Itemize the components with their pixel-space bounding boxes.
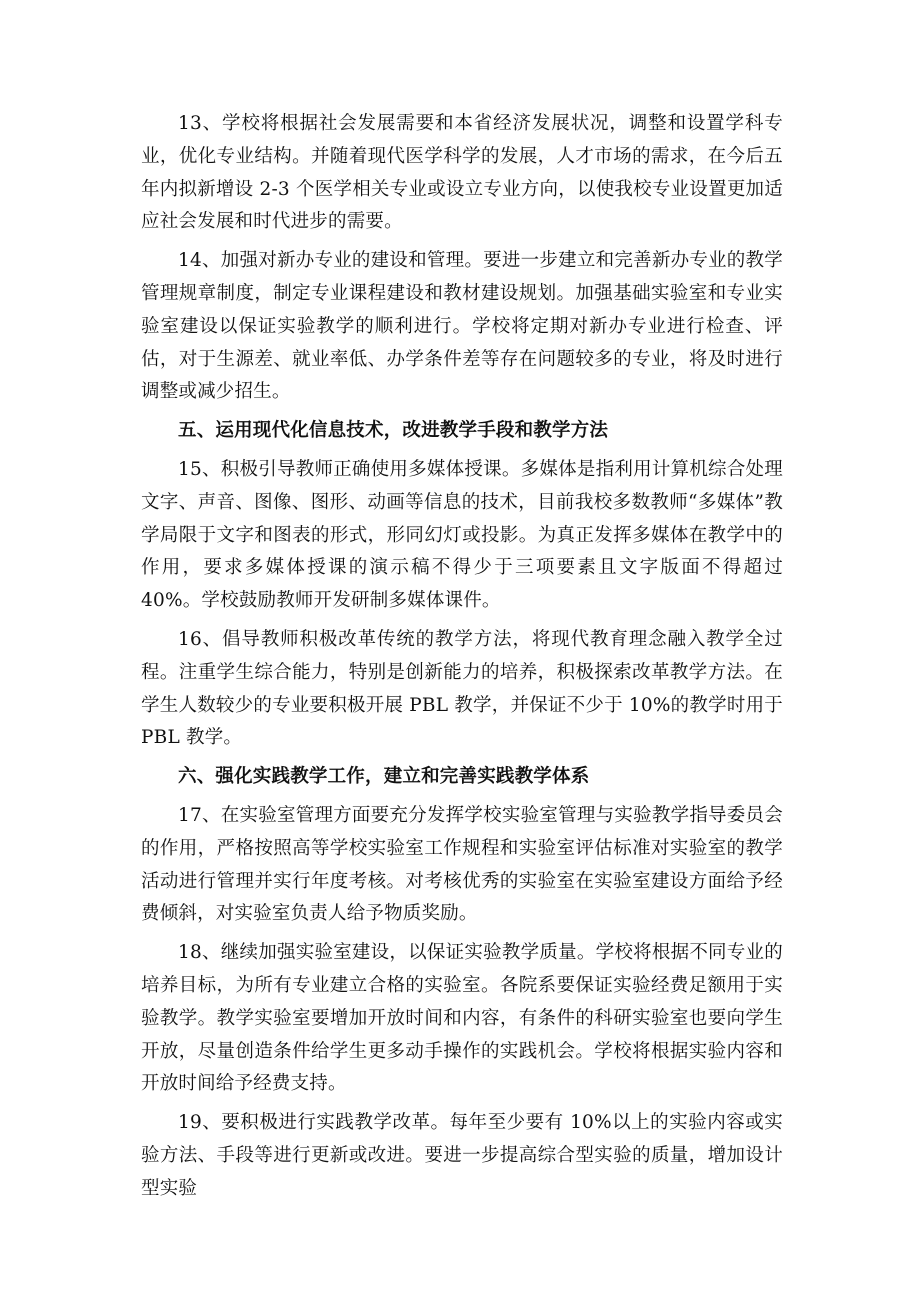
section-heading-6: 六、强化实践教学工作，建立和完善实践教学体系 xyxy=(178,766,590,788)
paragraph-19: 19、要积极进行实践教学改革。每年至少要有 10%以上的实验内容或实验方法、手段等进行更新或改进。要进一步提高综合型实验的质量，增加设计型实验 xyxy=(141,1112,783,1199)
paragraph-15: 15、积极引导教师正确使用多媒体授课。多媒体是指利用计算机综合处理文字、声音、图像、图形、动画等信息的技术，目前我校多数教师“多媒体”教学局限于文字和图表的形式，形同幻灯或投影。为真正发挥多媒体在教学中的作用，要求多媒体授课的演示稿不得少于三项要素且文字版面不得超过 40%。学校鼓励教师开发研制多媒体课件。 xyxy=(141,458,783,612)
paragraph-18: 18、继续加强实验室建设，以保证实验教学质量。学校将根据不同专业的培养目标，为所有专业建立合格的实验室。各院系要保证实验经费足额用于实验教学。教学实验室要增加开放时间和内容，有条件的科研实验室也要向学生开放，尽量创造条件给学生更多动手操作的实践机会。学校将根据实验内容和开放时间给予经费支持。 xyxy=(141,942,783,1095)
paragraph-13: 13、学校将根据社会发展需要和本省经济发展状况，调整和设置学科专业，优化专业结构。并随着现代医学科学的发展，人才市场的需求，在今后五年内拟新增设 2-3 个医学相关专业或设立专业方向，以使我校专业设置更加适应社会发展和时代进步的需要。 xyxy=(141,113,783,233)
paragraph-17: 17、在实验室管理方面要充分发挥学校实验室管理与实验教学指导委员会的作用，严格按照高等学校实验室工作规程和实验室评估标准对实验室的教学活动进行管理并实行年度考核。对考核优秀的实验室在实验室建设方面给予经费倾斜，对实验室负责人给予物质奖励。 xyxy=(141,804,783,925)
paragraph-16: 16、倡导教师积极改革传统的教学方法，将现代教育理念融入教学全过程。注重学生综合能力，特别是创新能力的培养，积极探索改革教学方法。在学生人数较少的专业要积极开展 PBL 教学，并保证不少于 10%的教学时用于 PBL 教学。 xyxy=(141,628,783,749)
document-page xyxy=(141,108,783,1212)
paragraph-14: 14、加强对新办专业的建设和管理。要进一步建立和完善新办专业的教学管理规章制度，制定专业课程建设和教材建设规划。加强基础实验室和专业实验室建设以保证实验教学的顺利进行。学校将定期对新办专业进行检查、评估，对于生源差、就业率低、办学条件差等存在问题较多的专业，将及时进行调整或减少招生。 xyxy=(141,250,783,403)
section-heading-5: 五、运用现代化信息技术，改进教学手段和教学方法 xyxy=(178,420,609,442)
